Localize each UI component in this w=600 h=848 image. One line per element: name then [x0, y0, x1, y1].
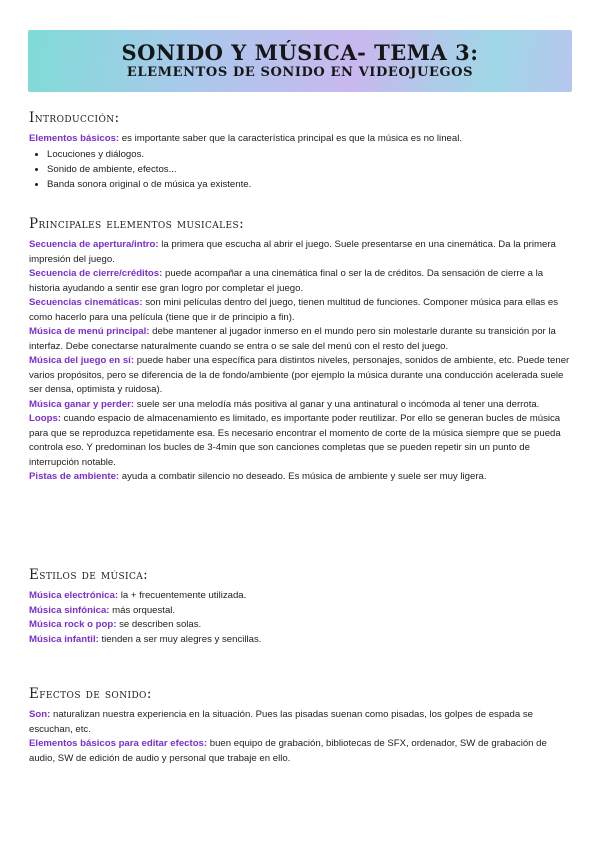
list-item: • Sonido de ambiente, efectos... [47, 162, 574, 177]
element-entry [29, 412, 574, 470]
element-term: Música del juego en sí: [29, 355, 135, 366]
element-term: Música ganar y perder: [29, 398, 135, 410]
element-text: suele ser una melodía más positiva al ganar y una antinatural o incómoda al tener una derrota. [134, 398, 540, 410]
styles-heading: Estilos de música: [29, 567, 149, 583]
element-term: Pistas de ambiente: [29, 471, 120, 482]
element-term: Música de menú principal: [29, 326, 150, 337]
elements-section [29, 216, 574, 485]
list-item: • Banda sonora original o de música ya existente. [47, 177, 574, 192]
list-item: • Locuciones y diálogos. [47, 147, 574, 162]
elements-heading: Principales elementos musicales: [29, 216, 245, 232]
element-term: Secuencia de cierre/créditos: [29, 268, 163, 279]
style-entry [29, 589, 574, 604]
effects-section [29, 686, 574, 766]
style-text: la + frecuentemente utilizada. [118, 590, 247, 601]
page-subtitle: ELEMENTOS DE SONIDO EN VIDEOJUEGOS [126, 65, 474, 80]
effect-entry [29, 737, 574, 766]
style-entry [29, 618, 574, 633]
element-text: cuando espacio de almacenamiento es limitado, es importante poder reutilizar. Por ello se generan bucles de música para que se reproduzca repetidamente esa. Es necesario encontrar el momento de corte de la música siempre que se pueda controla eso. Y predominan los bucles de 3-4min que son canciones completas que se pueden repetir sin un punto de interrupción notable. [29, 413, 561, 468]
style-text: más orquestal. [109, 604, 176, 616]
intro-section [29, 110, 574, 192]
element-entry [29, 398, 574, 413]
intro-heading: Introducción: [29, 110, 120, 126]
effects-heading: Efectos de sonido: [29, 686, 152, 702]
style-term: Música infantil: [29, 633, 99, 645]
element-text: debe mantener al jugador inmerso en el mundo pero sin molestarle durante su transición por la interfaz. Debe conectarse naturalmente cuando se entra o se sale del menú con el resto del juego. [29, 326, 556, 352]
element-entry [29, 470, 574, 485]
element-entry [29, 325, 574, 354]
intro-text: es importante saber que la característica principal es que la música es no lineal. [119, 133, 462, 144]
style-term: Música electrónica: [29, 590, 119, 601]
effect-text: buen equipo de grabación, bibliotecas de SFX, ordenador, SW de grabación de audio, SW de edición de audio y personal que trabaje en ello. [29, 738, 547, 764]
style-entry [29, 633, 574, 648]
element-entry [29, 354, 574, 398]
styles-section [29, 567, 574, 647]
style-entry [29, 604, 574, 619]
intro-bullet-list [29, 147, 574, 192]
style-text: se describen solas. [116, 619, 202, 630]
style-term: Música sinfónica: [29, 604, 110, 616]
intro-paragraph [29, 132, 574, 147]
element-term: Secuencia de apertura/intro: [29, 239, 159, 250]
element-text: son mini películas dentro del juego, tienen multitud de funciones. Componer música para ellas es como hacerlo para una película (tiene que ir de principio a fin). [29, 297, 559, 323]
effect-entry [29, 708, 574, 737]
element-entry [29, 296, 574, 325]
effect-term: Son: [29, 709, 51, 720]
element-entry [29, 267, 574, 296]
style-text: tienden a ser muy alegres y sencillas. [98, 633, 262, 645]
element-text: la primera que escucha al abrir el juego. Suele presentarse en una cinemática. Da la primera impresión del juego. [29, 239, 556, 265]
effect-text: naturalizan nuestra experiencia en la situación. Pues las pisadas suenan como pisadas, los golpes de espada se escuchan, etc. [29, 709, 533, 735]
intro-term: Elementos básicos: [29, 133, 120, 144]
element-text: puede acompañar a una cinemática final o ser la de créditos. Da sensación de cierre a la historia ayudando a sentir ese gran logro por completar el juego. [29, 268, 544, 294]
element-text: puede haber una específica para distintos niveles, personajes, sonidos de ambiente, etc. Puede tener varios propósitos, pero se diferencia de la de fondo/ambiente (por ejemplo la música durante una conducción acelerada suele ser densa, optimista y ruidosa). [29, 355, 570, 395]
element-term: Loops: [29, 413, 61, 424]
effect-term: Elementos básicos para editar efectos: [29, 738, 208, 749]
style-term: Música rock o pop: [29, 619, 117, 630]
title-banner [28, 30, 572, 92]
page-title: SONIDO Y MÚSICA- TEMA 3: [121, 40, 479, 65]
element-text: ayuda a combatir silencio no deseado. Es música de ambiente y suele ser muy ligera. [119, 471, 487, 482]
element-entry [29, 238, 574, 267]
element-term: Secuencias cinemáticas: [29, 297, 143, 308]
